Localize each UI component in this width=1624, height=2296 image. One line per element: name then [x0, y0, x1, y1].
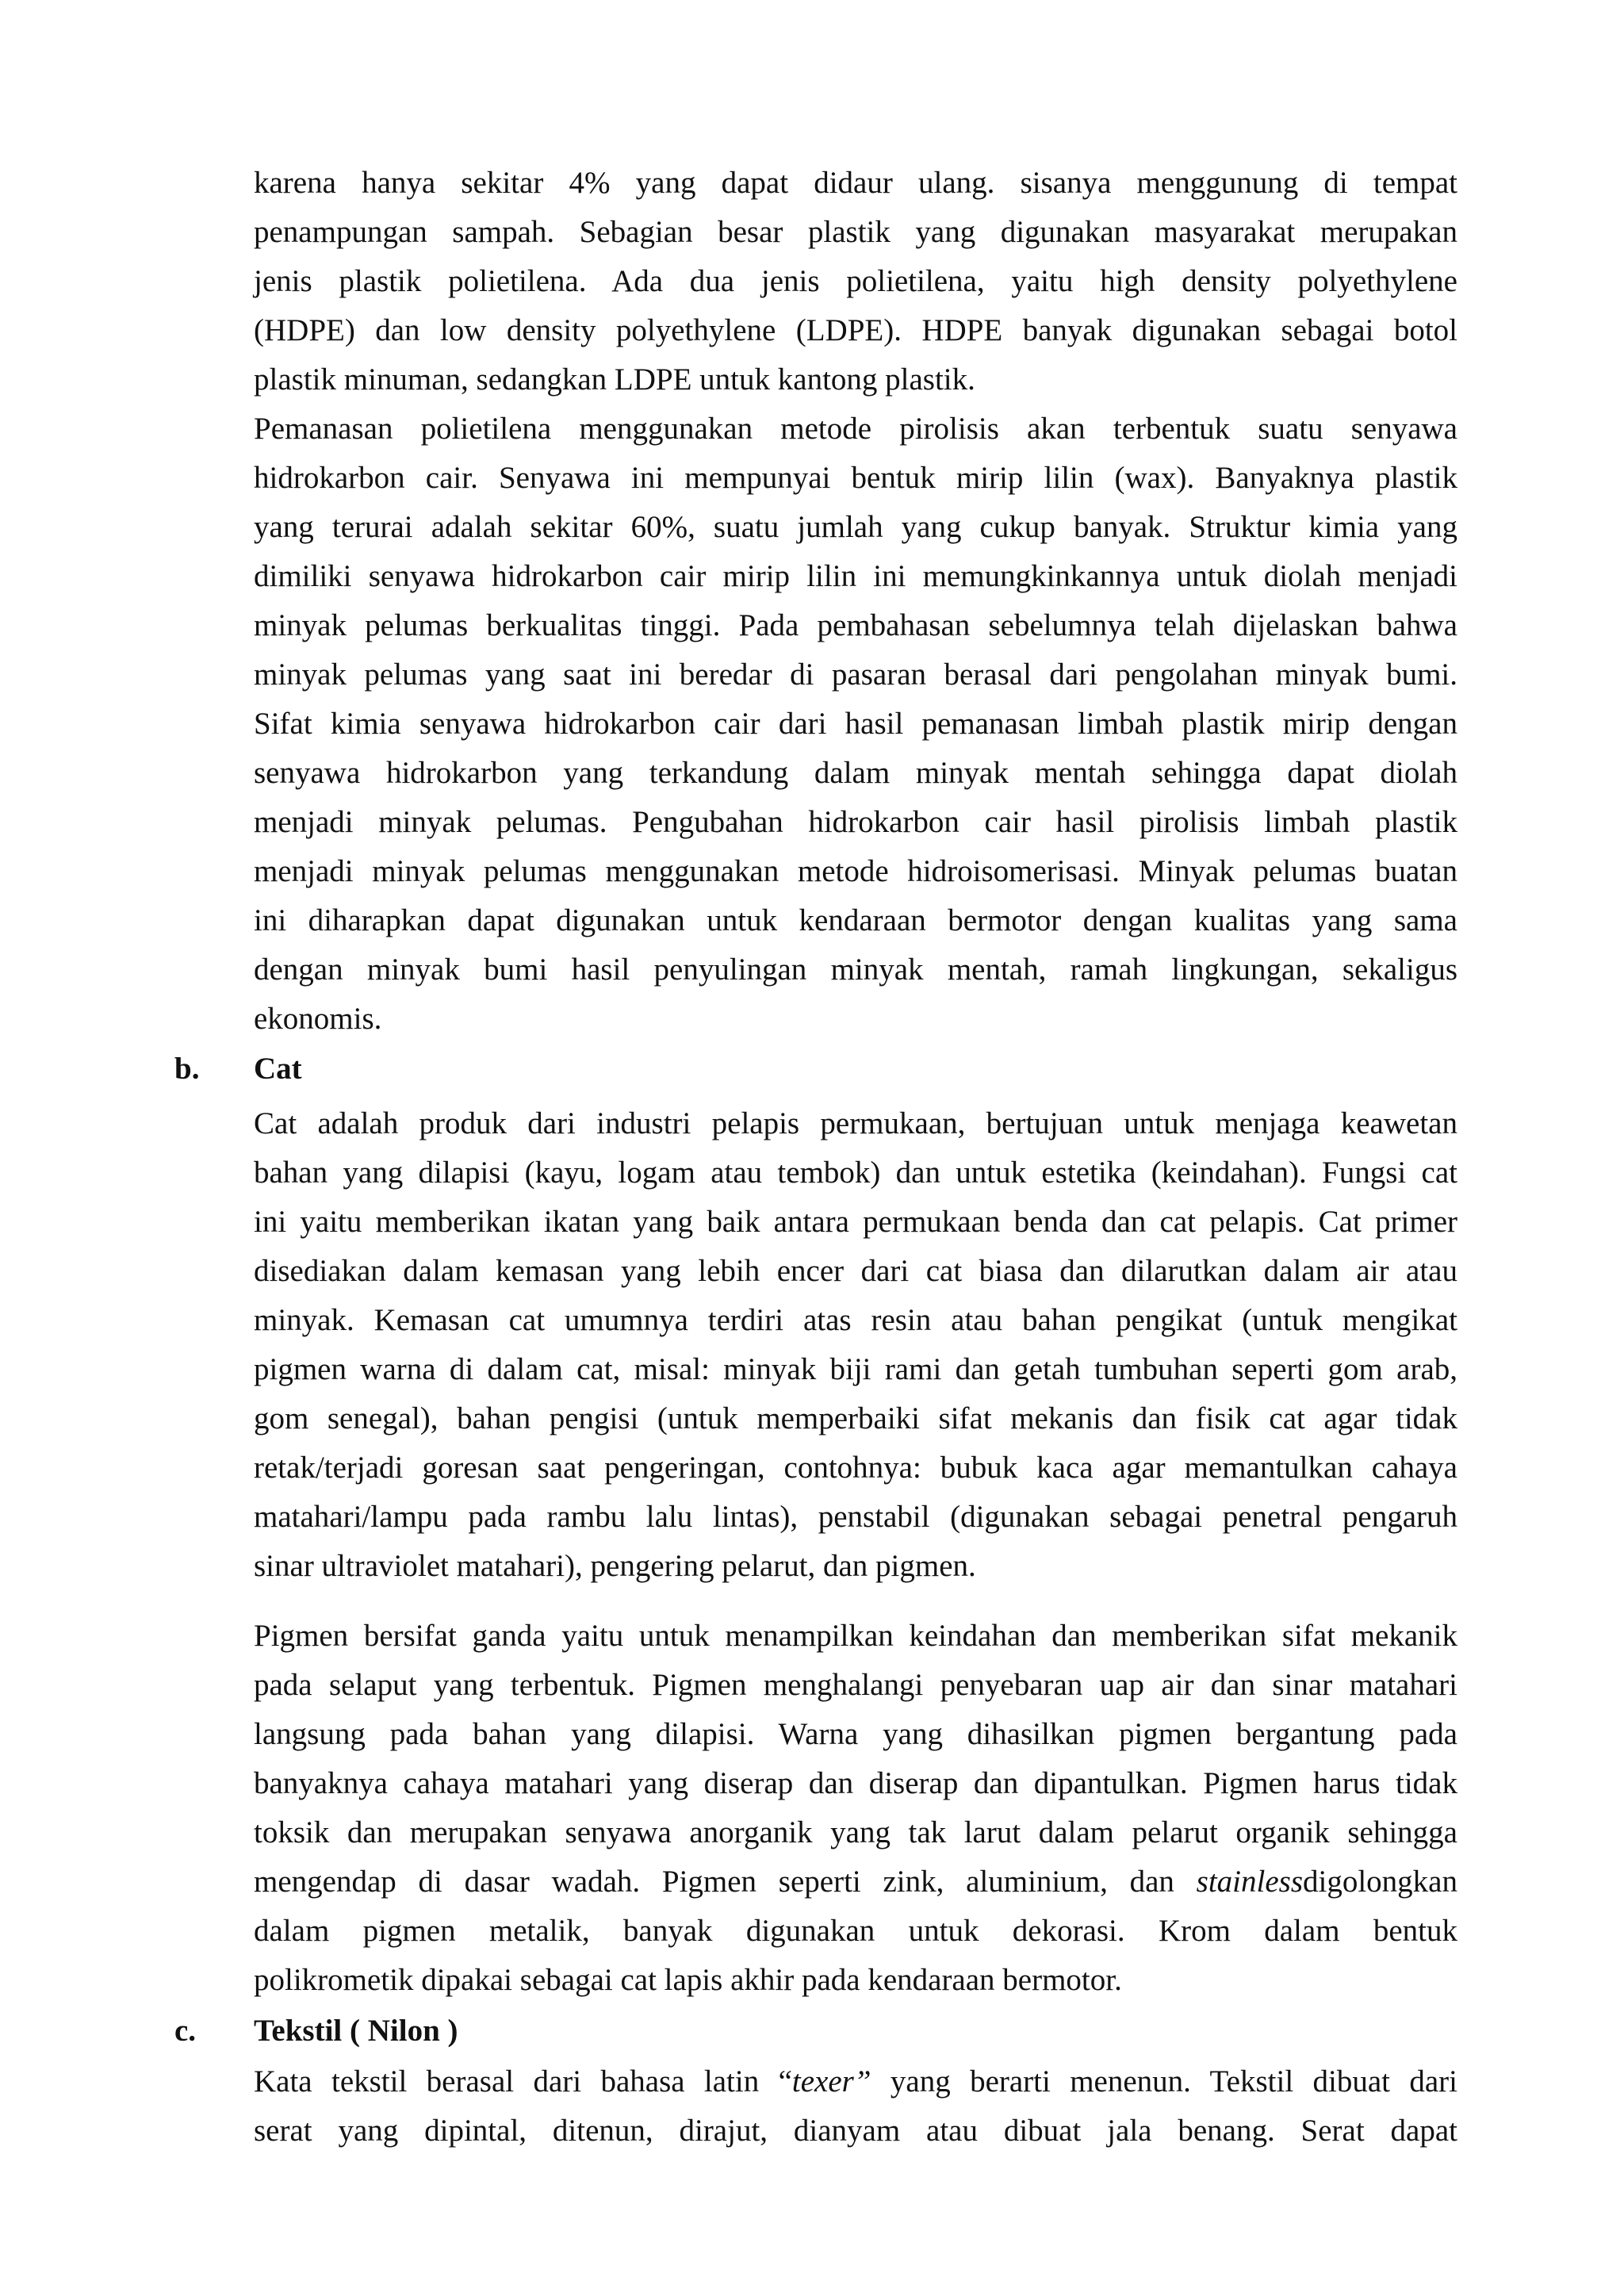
text-line: retak/terjadi goresan saat pengeringan, contohnya: bubuk kaca agar memantulkan cahaya: [254, 1451, 1457, 1485]
text-line: banyaknya cahaya matahari yang diserap dan diserap dan dipantulkan. Pigmen harus tidak: [254, 1766, 1457, 1800]
section-heading-cat: [174, 1045, 1443, 1094]
text-line: senyawa hidrokarbon yang terkandung dalam minyak mentah sehingga dapat diolah: [254, 756, 1457, 790]
text-line: hidrokarbon cair. Senyawa ini mempunyai bentuk mirip lilin (wax). Banyaknya plastik: [254, 461, 1457, 495]
section-marker: c.: [174, 2014, 197, 2048]
paragraph-tekstil-1: [254, 2057, 1457, 2156]
section-heading-tekstil: [174, 2007, 1443, 2056]
paragraph-cat-1: [254, 1099, 1457, 1591]
text-line: polikrometik dipakai sebagai cat lapis akhir pada kendaraan bermotor.: [254, 1963, 1122, 1997]
text-line: bahan yang dilapisi (kayu, logam atau tembok) dan untuk estetika (keindahan). Fungsi cat: [254, 1156, 1457, 1190]
text-line: dimiliki senyawa hidrokarbon cair mirip lilin ini memungkinkannya untuk diolah menjadi: [254, 559, 1457, 593]
text-line: Pigmen bersifat ganda yaitu untuk menampilkan keindahan dan memberikan sifat mekanik: [254, 1619, 1457, 1653]
text-line: ekonomis.: [254, 1002, 382, 1036]
text-line: karena hanya sekitar 4% yang dapat didaur ulang. sisanya menggunung di tempat: [254, 166, 1457, 200]
text-line: ini diharapkan dapat digunakan untuk kendaraan bermotor dengan kualitas yang sama: [254, 903, 1457, 937]
text-line: serat yang dipintal, ditenun, dirajut, dianyam atau dibuat jala benang. Serat dapat: [254, 2114, 1457, 2148]
text-line: toksik dan merupakan senyawa anorganik yang tak larut dalam pelarut organik sehingga: [254, 1815, 1457, 1849]
text-line: menjadi minyak pelumas menggunakan metode hidroisomerisasi. Minyak pelumas buatan: [254, 854, 1457, 888]
section-marker: b.: [174, 1052, 200, 1086]
italic-term: texer”: [791, 2064, 871, 2099]
text-line: menjadi minyak pelumas. Pengubahan hidrokarbon cair hasil pirolisis limbah plastik: [254, 805, 1457, 839]
text-line: pada selaput yang terbentuk. Pigmen menghalangi penyebaran uap air dan sinar matahari: [254, 1668, 1457, 1702]
paragraph-plastik-2: [254, 404, 1457, 1044]
text-line: minyak pelumas berkualitas tinggi. Pada pembahasan sebelumnya telah dijelaskan bahwa: [254, 608, 1457, 642]
section-title: Tekstil ( Nilon ): [254, 2014, 458, 2048]
paragraph-plastik-1: [254, 159, 1457, 404]
text-line: Cat adalah produk dari industri pelapis permukaan, bertujuan untuk menjaga keawetan: [254, 1106, 1457, 1140]
text-line: disediakan dalam kemasan yang lebih encer dari cat biasa dan dilarutkan dalam air atau: [254, 1254, 1457, 1288]
text-line: yang terurai adalah sekitar 60%, suatu jumlah yang cukup banyak. Struktur kimia yang: [254, 510, 1457, 544]
text-line: minyak pelumas yang saat ini beredar di pasaran berasal dari pengolahan minyak bumi.: [254, 657, 1457, 692]
text-line: pigmen warna di dalam cat, misal: minyak biji rami dan getah tumbuhan seperti gom arab,: [254, 1352, 1457, 1386]
text-line: Pemanasan polietilena menggunakan metode pirolisis akan terbentuk suatu senyawa: [254, 412, 1457, 446]
text-line: jenis plastik polietilena. Ada dua jenis polietilena, yaitu high density polyethylene: [254, 264, 1457, 298]
italic-term: stainless: [1196, 1865, 1304, 1899]
text-segment: digolongkan: [1303, 1865, 1457, 1899]
text-line: dalam pigmen metalik, banyak digunakan untuk dekorasi. Krom dalam bentuk: [254, 1914, 1457, 1948]
text-line: sinar ultraviolet matahari), pengering pelarut, dan pigmen.: [254, 1549, 976, 1583]
text-line: plastik minuman, sedangkan LDPE untuk kantong plastik.: [254, 362, 975, 397]
text-line: Sifat kimia senyawa hidrokarbon cair dari hasil pemanasan limbah plastik mirip dengan: [254, 707, 1457, 741]
text-segment: Kata tekstil berasal dari bahasa latin “: [254, 2064, 792, 2099]
text-line: langsung pada bahan yang dilapisi. Warna yang dihasilkan pigmen bergantung pada: [254, 1717, 1457, 1751]
text-segment: mengendap di dasar wadah. Pigmen seperti zink, aluminium, dan: [254, 1865, 1197, 1899]
text-line: ini yaitu memberikan ikatan yang baik antara permukaan benda dan cat pelapis. Cat primer: [254, 1205, 1457, 1239]
text-line: penampungan sampah. Sebagian besar plastik yang digunakan masyarakat merupakan: [254, 215, 1457, 249]
text-line: (HDPE) dan low density polyethylene (LDPE). HDPE banyak digunakan sebagai botol: [254, 313, 1457, 347]
section-title: Cat: [254, 1052, 302, 1086]
text-line: matahari/lampu pada rambu lalu lintas), penstabil (digunakan sebagai penetral pengaruh: [254, 1500, 1457, 1534]
text-line: minyak. Kemasan cat umumnya terdiri atas resin atau bahan pengikat (untuk mengikat: [254, 1303, 1457, 1337]
text-line: [254, 2057, 1457, 2106]
text-line: [254, 1857, 1457, 1907]
text-line: gom senegal), bahan pengisi (untuk memperbaiki sifat mekanis dan fisik cat agar tidak: [254, 1401, 1457, 1435]
paragraph-cat-2: [254, 1612, 1457, 2005]
text-segment: yang berarti menenun. Tekstil dibuat dari: [871, 2064, 1457, 2099]
text-line: dengan minyak bumi hasil penyulingan minyak mentah, ramah lingkungan, sekaligus: [254, 953, 1457, 987]
